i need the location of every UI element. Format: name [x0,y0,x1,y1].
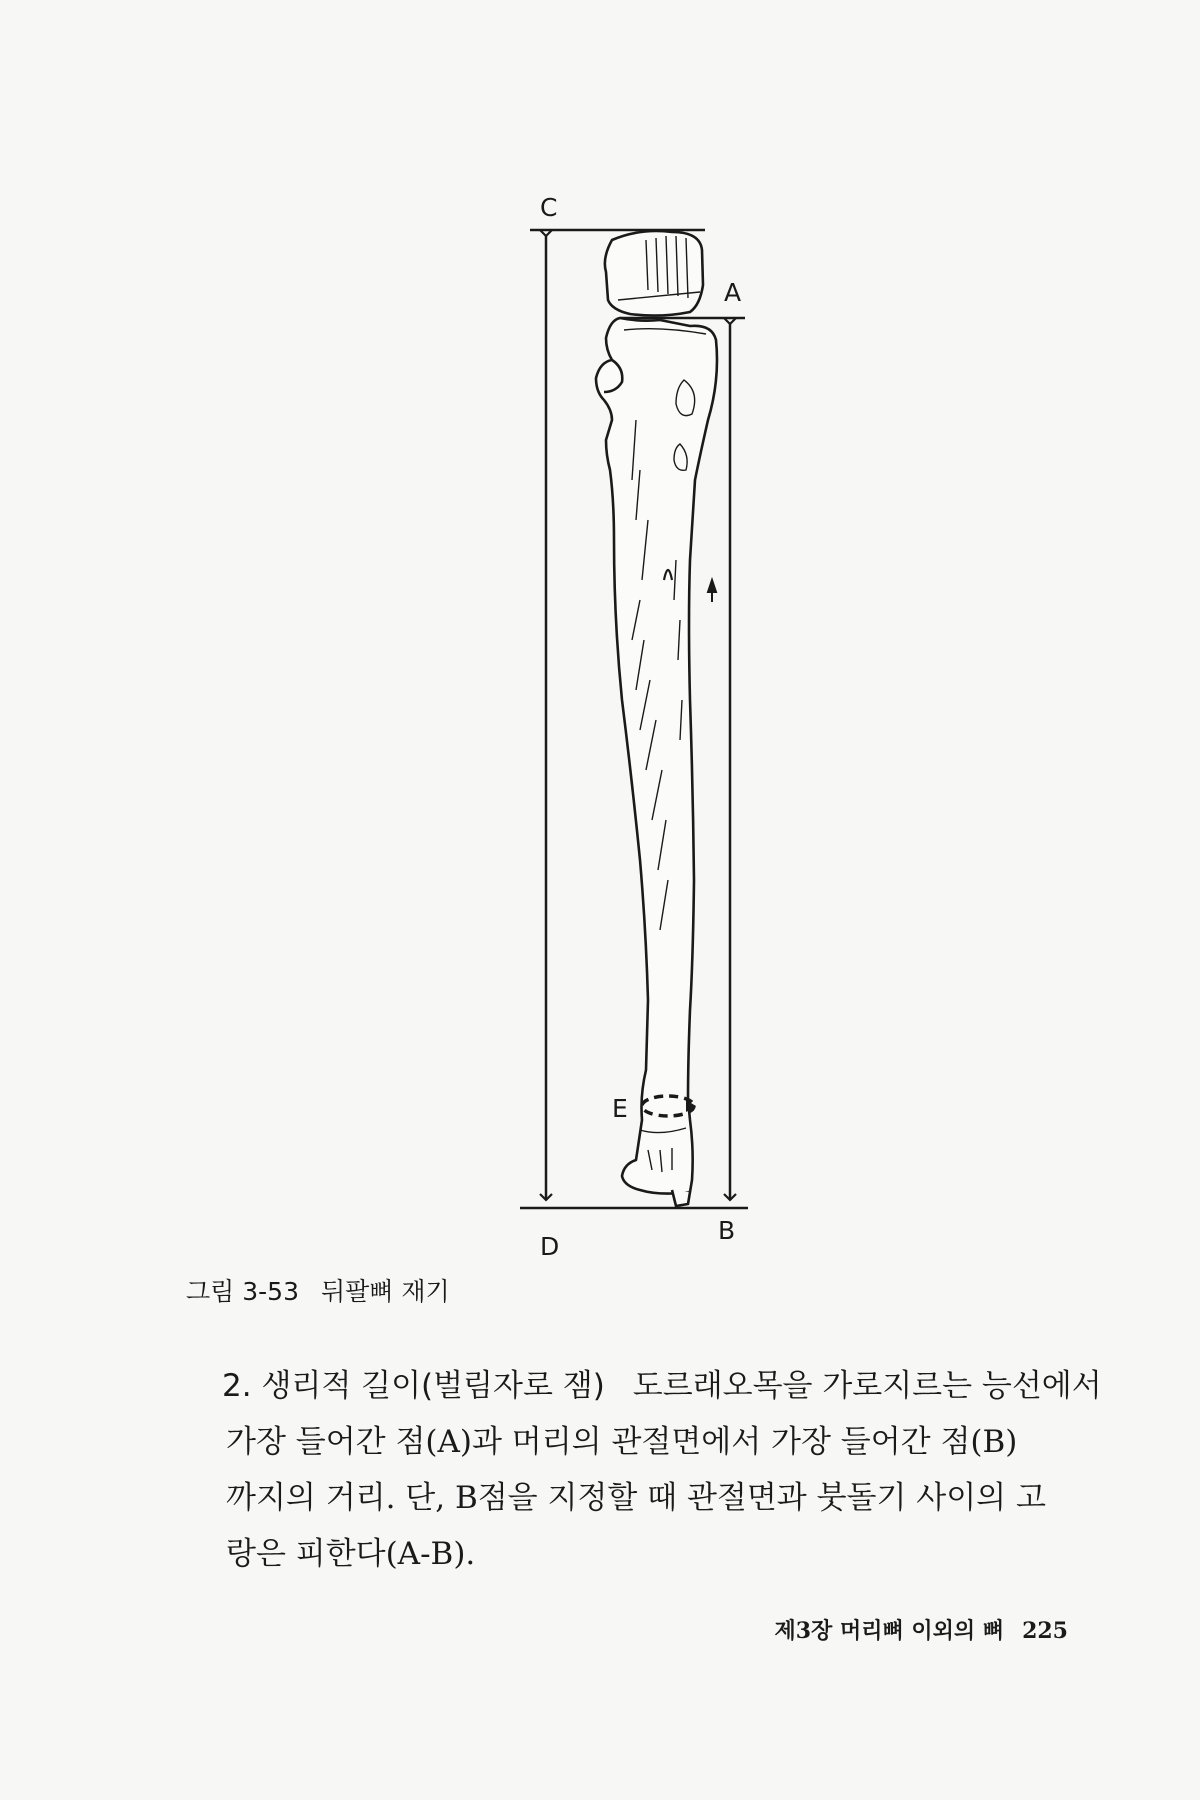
label-b: B [718,1216,736,1245]
label-e: E [612,1094,628,1123]
label-c: C [540,193,558,222]
chapter-title: 제3장 머리뼈 이외의 뼈 [774,1618,1005,1644]
small-arrow-icon [708,580,716,602]
label-a: A [724,278,742,307]
body-paragraph [222,1358,1102,1582]
page-footer [775,1614,1069,1645]
label-d: D [540,1232,560,1261]
paragraph-text-1: 도르래오목을 가로지르는 능선에서 [632,1368,1102,1404]
figure-caption [186,1272,450,1308]
paragraph-number: 2. [222,1368,252,1404]
page-number: 225 [1022,1618,1068,1644]
caption-number: 그림 3-53 [186,1277,299,1306]
paragraph-line-2: 가장 들어간 점(A)과 머리의 관절면에서 가장 들어간 점(B) [226,1424,1018,1460]
caption-title: 뒤팔뼈 재기 [321,1277,450,1306]
paragraph-line-1 [222,1358,1102,1414]
paragraph-line-4: 랑은 피한다(A-B). [226,1536,476,1572]
paragraph-line-3: 까지의 거리. 단, B점을 지정할 때 관절면과 붓돌기 사이의 고 [226,1480,1046,1516]
paragraph-heading: 생리적 길이(벌림자로 잼) [261,1368,605,1404]
ulna-bone [596,231,717,1206]
